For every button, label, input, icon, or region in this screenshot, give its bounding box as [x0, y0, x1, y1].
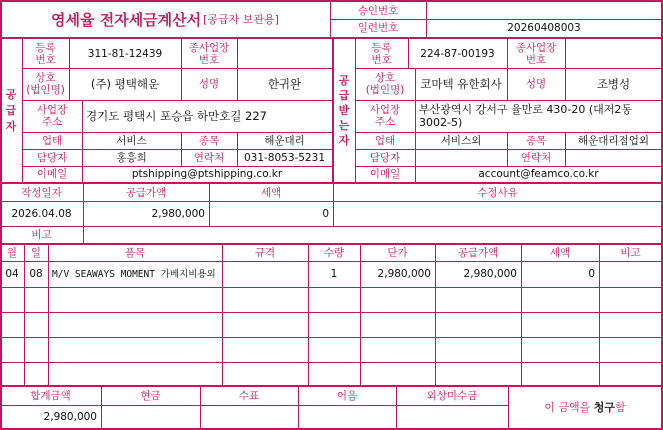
supplier-addr-value: 경기도 평택시 포승읍 하만호길 227 [86, 109, 267, 123]
col-tax: 세액 [549, 247, 571, 259]
serial-label: 일련번호 [357, 22, 399, 34]
supplier-email-value: ptshipping@ptshipping.co.kr [131, 168, 283, 180]
row-supply: 2,980,000 [463, 268, 517, 280]
supply-total-label: 공급가액 [125, 186, 167, 199]
serial-value: 20260408003 [507, 22, 581, 34]
supplier-biz-value: 서비스 [116, 134, 147, 147]
cash-label: 현금 [140, 390, 161, 402]
note-label: 비고 [31, 228, 52, 241]
receiver-item-label: 종목 [525, 134, 547, 147]
invoice-title [0, 0, 330, 38]
receiver-contact-label: 연락처 [520, 151, 552, 164]
receiver-rep-value: 조병성 [596, 77, 631, 91]
supplier-side-label: 공 급 자 [5, 87, 17, 133]
tax-total-label: 세액 [260, 186, 282, 199]
credit-label: 외상미수금 [426, 390, 478, 402]
receiver-manager-label: 담당자 [369, 151, 401, 164]
col-supply: 공급가액 [457, 247, 499, 259]
approval-value [426, 2, 662, 19]
supplier-reg-value: 311-81-12439 [87, 47, 163, 60]
supplier-rep-label: 성명 [198, 78, 220, 90]
receiver-sub-label: 종사업장 번호 [515, 41, 557, 66]
receiver-name-label: 상호 (법인명) [365, 72, 405, 96]
col-item: 품목 [124, 247, 146, 259]
row-price: 2,980,000 [377, 268, 431, 280]
supplier-manager-label: 담당자 [36, 151, 68, 164]
col-spec: 규격 [254, 247, 276, 259]
supplier-reg-label: 등록 번호 [35, 41, 56, 66]
promissory-label: 어음 [336, 390, 358, 402]
receiver-reg-value: 224-87-00193 [420, 47, 495, 60]
receiver-rep-label: 성명 [525, 78, 547, 90]
claim-prefix: 이 금액을 [544, 401, 594, 414]
receiver-side-label: 공 급 받 는 자 [338, 74, 350, 147]
supplier-manager-value: 홍흥희 [116, 151, 147, 164]
row-qty: 1 [330, 268, 338, 280]
supplier-contact-label: 연락처 [193, 151, 225, 164]
supplier-contact-value: 031-8053-5231 [243, 151, 326, 164]
row-spec [222, 261, 308, 287]
receiver-manager-value [415, 149, 507, 166]
receiver-reg-label: 등록 번호 [371, 41, 392, 66]
receiver-email-value: account@feamco.co.kr [478, 168, 599, 180]
total-value: 2,980,000 [43, 411, 97, 423]
claim-text [508, 387, 662, 429]
receiver-sub-value [565, 39, 662, 68]
receiver-addr-value: 부산광역시 강서구 율만로 430-20 (대저2동 3002-5) [419, 103, 633, 129]
note-value [83, 226, 662, 243]
row-note [599, 261, 662, 287]
reason-value [333, 201, 662, 226]
receiver-name-value: 코마텍 유한회사 [420, 76, 502, 91]
supplier-sub-label: 종사업장 번호 [188, 41, 230, 66]
receiver-contact-value [565, 149, 662, 166]
row-day: 08 [29, 268, 43, 280]
col-qty: 수량 [323, 247, 345, 259]
receiver-item-value: 해운대리점업외 [577, 134, 649, 147]
supplier-rep-value: 한귀완 [267, 77, 302, 91]
reason-label: 수정사유 [477, 186, 518, 199]
col-price: 단가 [387, 247, 408, 259]
supplier-name-value: (주) 평택해운 [90, 77, 160, 91]
receiver-biz-label: 업태 [374, 134, 396, 147]
receiver-biz-value: 서비스외 [440, 134, 482, 147]
row-month: 04 [5, 268, 19, 280]
supplier-sub-value [237, 39, 332, 68]
row-tax: 0 [588, 268, 595, 280]
title-text: 영세율 전자세금계산서 [51, 10, 202, 29]
total-label: 합계금액 [30, 390, 71, 402]
supplier-addr-label: 사업장 주소 [36, 104, 68, 128]
col-note: 비고 [620, 247, 641, 259]
title-subtitle: [공급자 보관용] [203, 13, 279, 26]
supplier-item-label: 종목 [198, 134, 220, 147]
check-label: 수표 [238, 390, 260, 402]
row-item: M/V SEAWAYS MOMENT 가베지비용외 [52, 268, 216, 280]
supplier-biz-label: 업태 [41, 134, 63, 147]
supplier-name-label: 상호 (법인명) [26, 72, 65, 96]
date-label: 작성일자 [21, 186, 62, 199]
approval-label: 승인번호 [357, 4, 399, 17]
tax-total-value: 0 [322, 207, 329, 220]
supply-total-value: 2,980,000 [151, 207, 205, 220]
col-month: 월 [6, 247, 18, 259]
supplier-item-value: 해운대리 [264, 134, 305, 147]
col-day: 일 [30, 247, 42, 259]
claim-suffix: 함 [615, 401, 626, 414]
receiver-email-label: 이메일 [369, 168, 401, 180]
supplier-email-label: 이메일 [36, 168, 68, 180]
claim-word: 청구 [593, 401, 616, 414]
date-value: 2026.04.08 [11, 207, 72, 220]
receiver-addr-label: 사업장 주소 [369, 104, 401, 128]
